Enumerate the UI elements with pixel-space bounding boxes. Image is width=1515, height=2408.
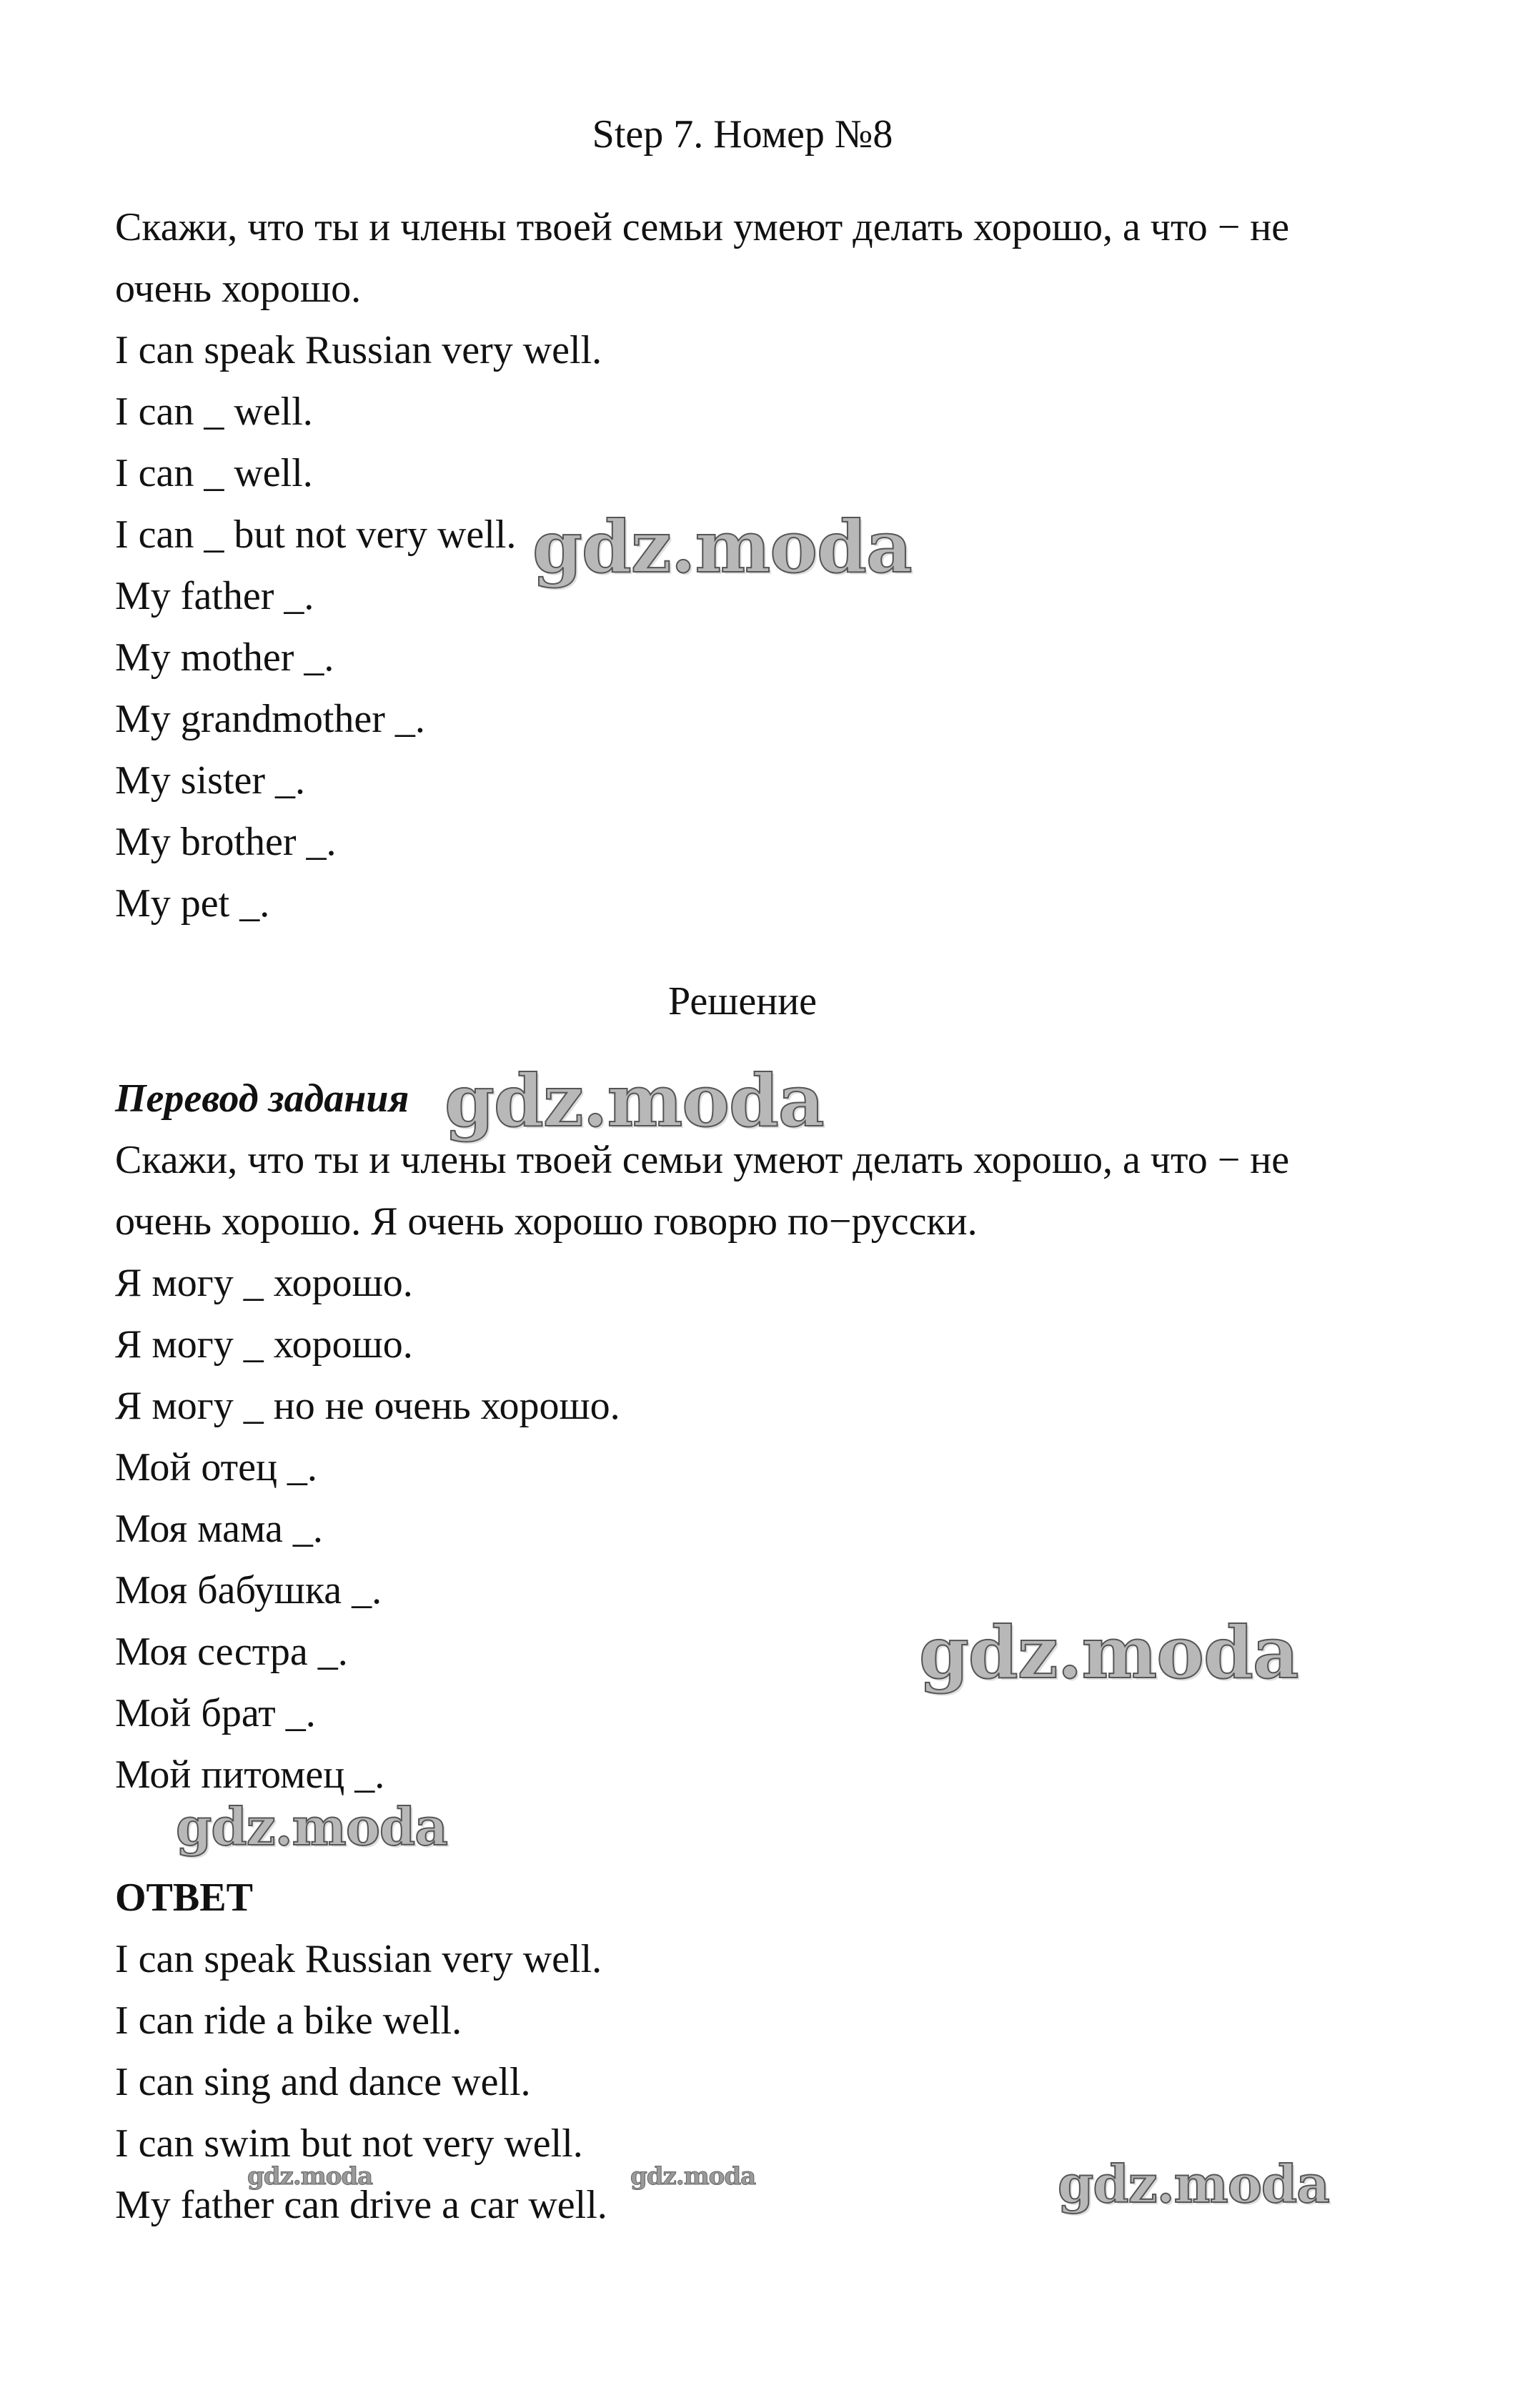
task-line: I can _ but not very well.: [115, 512, 517, 557]
translation-line: Я могу _ хорошо.: [115, 1322, 413, 1367]
translation-heading: Перевод задания: [115, 1076, 409, 1121]
task-line: My father _.: [115, 574, 314, 618]
task-line: I can _ well.: [115, 451, 313, 495]
answer-line: I can sing and dance well.: [115, 2060, 531, 2104]
answer-line: My father can drive a car well.: [115, 2183, 607, 2227]
answer-line: I can ride a bike well.: [115, 1998, 462, 2043]
task-line: I can speak Russian very well.: [115, 328, 602, 372]
translation-line: Мой питомец _.: [115, 1753, 385, 1797]
translation-line: Моя бабушка _.: [115, 1568, 382, 1612]
watermark: gdz.moda: [176, 1796, 447, 1857]
task-line: My pet _.: [115, 881, 270, 926]
answer-line: I can swim but not very well.: [115, 2121, 583, 2166]
task-instruction-line-1: Скажи, что ты и члены твоей семьи умеют делать хорошо, а что − не: [115, 205, 1290, 249]
page-title: Step 7. Номер №8: [592, 112, 893, 157]
task-line: I can _ well.: [115, 390, 313, 434]
watermark: gdz.moda: [247, 2162, 373, 2191]
translation-line: Мой отец _.: [115, 1445, 317, 1490]
translation-line: Мой брат _.: [115, 1691, 316, 1735]
watermark: gdz.moda: [919, 1610, 1298, 1695]
translation-line: Моя мама _.: [115, 1507, 323, 1551]
watermark: gdz.moda: [1058, 2154, 1329, 2214]
translation-line: Я могу _ но не очень хорошо.: [115, 1384, 620, 1428]
task-line: My mother _.: [115, 635, 334, 680]
watermark: gdz.moda: [444, 1059, 824, 1143]
answer-heading: ОТВЕТ: [115, 1876, 253, 1920]
translation-line-2: очень хорошо. Я очень хорошо говорю по−русски.: [115, 1199, 978, 1244]
solution-heading: Решение: [667, 979, 818, 1024]
translation-line-1: Скажи, что ты и члены твоей семьи умеют делать хорошо, а что − не: [115, 1138, 1290, 1182]
watermark: gdz.moda: [630, 2162, 756, 2191]
task-line: My sister _.: [115, 758, 305, 803]
answer-line: I can speak Russian very well.: [115, 1937, 602, 1981]
translation-line: Я могу _ хорошо.: [115, 1261, 413, 1305]
task-instruction-line-2: очень хорошо.: [115, 267, 362, 311]
task-line: My grandmother _.: [115, 697, 425, 741]
watermark: gdz.moda: [532, 505, 912, 589]
translation-line: Моя сестра _.: [115, 1630, 348, 1674]
task-line: My brother _.: [115, 820, 337, 864]
